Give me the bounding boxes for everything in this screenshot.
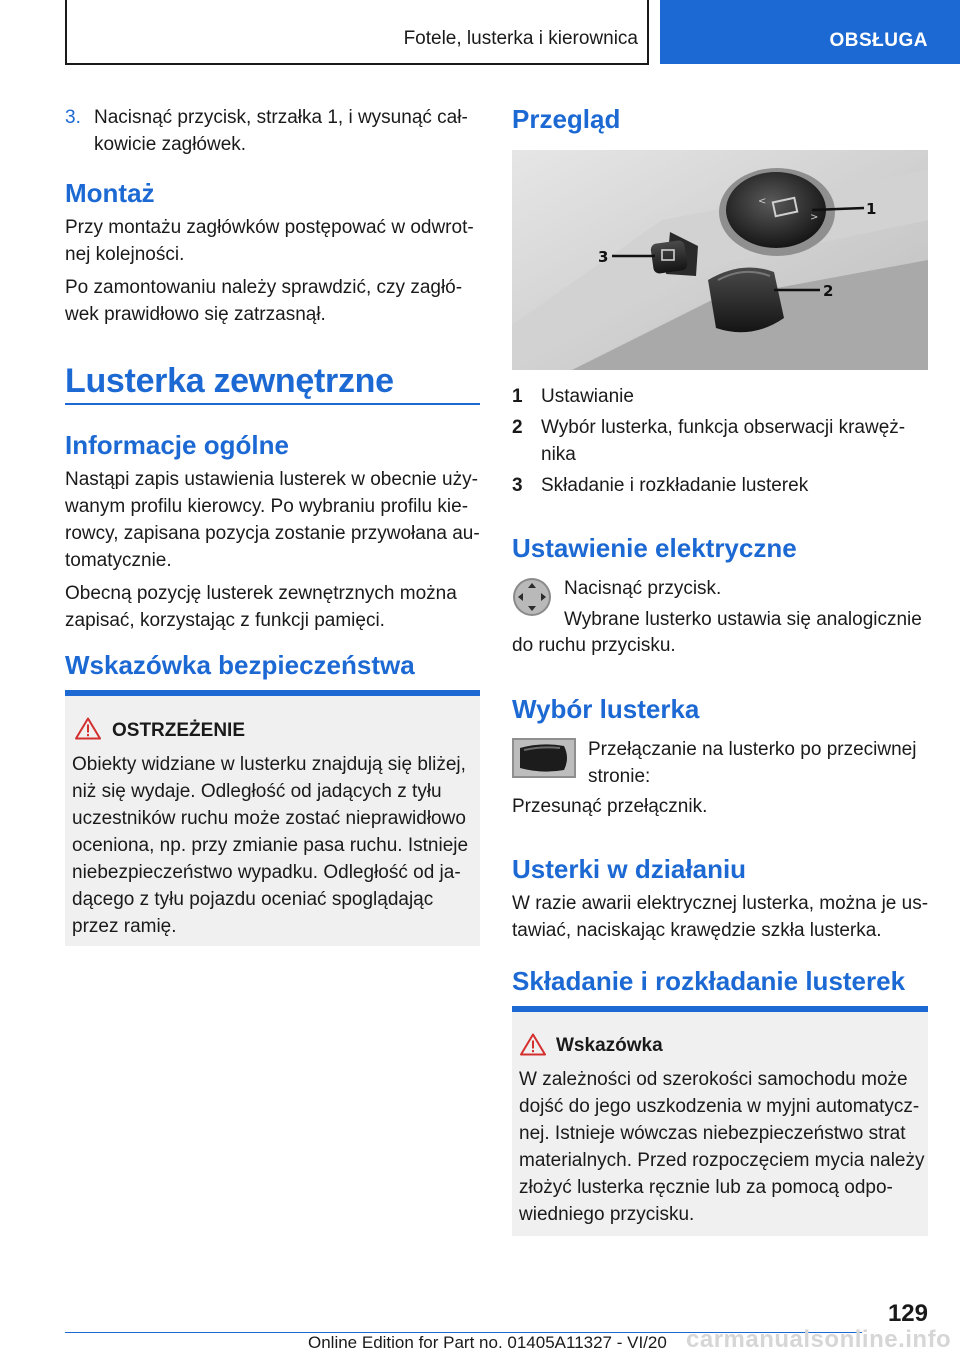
select-line-2: stronie: [588,766,651,787]
montaz-p2-line-2: wek prawidłowo się zatrzasnął. [65,304,326,325]
safety-warning-line-7: przez ramię. [72,916,177,937]
mirror-selector-switch-icon [512,738,576,778]
faults-heading: Usterki w działaniu [512,854,747,884]
callout-2: 2 [823,282,834,300]
legend-num-1: 1 [512,386,523,407]
svg-text:<: < [758,196,767,207]
folding-note-line-1: W zależności od szerokości samochodu może [519,1069,908,1090]
folding-note-line-6: wiedniego przycisku. [519,1204,695,1225]
safety-warning-line-2: niż się wydaje. Odległość od jadących z tyłu [72,781,442,802]
electric-heading: Ustawienie elektryczne [512,533,797,563]
legend-text-1: Ustawianie [541,386,634,407]
callout-3: 3 [598,248,609,266]
header-right-border [647,0,649,64]
info-p2-line-1: Obecną pozycję lusterek zewnętrznych można [65,583,457,604]
folding-note-line-5: złożyć lusterka ręcznie lub za pomocą odpo‐ [519,1177,893,1198]
legend-text-3: Składanie i rozkładanie lusterek [541,475,809,496]
folding-note-title: Wskazówka [556,1035,663,1056]
header-left-border [65,0,67,64]
safety-warning-line-6: dącego z tyłu pojazdu oceniać spoglądając [72,889,434,910]
safety-warning-title: OSTRZEŻENIE [112,720,246,741]
safety-warning-line-3: uczestników ruchu może zostać nieprawidłowo [72,808,466,829]
overview-heading: Przegląd [512,104,621,134]
faults-line-1: W razie awarii elektrycznej lusterka, można je us‐ [512,893,929,914]
electric-line-1: Nacisnąć przycisk. [564,578,722,599]
page-number: 129 [887,1300,928,1327]
montaz-p1-line-2: nej kolejności. [65,244,185,265]
info-heading: Informacje ogólne [65,430,289,460]
warning-triangle-icon [75,717,101,740]
select-line-1: Przełączanie na lusterko po przeciwnej [588,739,917,760]
footer-edition: Online Edition for Part no. 01405A11327 - VI/20 [308,1333,667,1352]
info-p1-line-4: tomatycznie. [65,550,172,571]
safety-heading: Wskazówka bezpieczeństwa [65,650,415,680]
step-line-2: kowicie zagłówek. [94,134,247,155]
montaz-p2-line-1: Po zamontowaniu należy sprawdzić, czy zagłó‐ [65,277,463,298]
info-p1-line-3: rowcy, zapisana pozycja zostanie przywołana au‐ [65,523,480,544]
safety-warning-line-1: Obiekty widziane w lusterku znajdują się bliżej, [72,754,466,775]
svg-text:>: > [810,212,819,223]
mirrors-heading-rule [65,403,480,405]
folding-note-line-3: nej. Istnieje wówczas niebezpieczeństwo strat [519,1123,906,1144]
montaz-p1-line-1: Przy montażu zagłówków postępować w odwrot‐ [65,217,474,238]
watermark: carmanualsonline.info [686,1326,952,1353]
folding-note-line-4: materialnych. Przed rozpoczęciem mycia należy [519,1150,925,1171]
step-number: 3. [65,107,81,128]
electric-line-3: do ruchu przycisku. [512,635,676,656]
step-line-1: Nacisnąć przycisk, strzałka 1, i wysunąć cał‐ [94,107,468,128]
electric-line-2: Wybrane lusterko ustawia się analogicznie [564,609,922,630]
mirrors-heading: Lusterka zewnętrzne [65,362,394,400]
info-p2-line-2: zapisać, korzystając z funkcji pamięci. [65,610,385,631]
legend-text-2-line-1: Wybór lusterka, funkcja obserwacji krawęż‐ [541,417,906,438]
legend-num-3: 3 [512,475,523,496]
note-triangle-icon [520,1033,546,1056]
header-bottom-border [65,63,649,65]
folding-note-line-2: dojść do jego uszkodzenia w myjni automatycz‐ [519,1096,920,1117]
header-section-tab-label: OBSŁUGA [829,30,928,51]
faults-line-2: tawiać, naciskając krawędzie szkła lusterka. [512,920,882,941]
mirror-switch-photo [512,150,928,370]
folding-heading: Składanie i rozkładanie lusterek [512,966,906,996]
montaz-heading: Montaż [65,178,155,208]
safety-warning-line-5: niebezpieczeństwo wypadku. Odległość od ja‐ [72,862,461,883]
info-p1-line-1: Nastąpi zapis ustawienia lusterek w obecnie uży‐ [65,469,478,490]
mirror-adjust-button-icon [512,577,552,617]
safety-warning-line-4: oceniona, np. przy zmianie pasa ruchu. Istnieje [72,835,469,856]
legend-text-2-line-2: nika [541,444,576,465]
legend-num-2: 2 [512,417,523,438]
select-line-3: Przesunąć przełącznik. [512,796,708,817]
select-heading: Wybór lusterka [512,694,700,724]
header-chapter-title: Fotele, lusterka i kierownica [403,28,638,49]
info-p1-line-2: wanym profilu kierowcy. Po wybraniu profilu kie‐ [65,496,469,517]
callout-1: 1 [866,200,877,218]
